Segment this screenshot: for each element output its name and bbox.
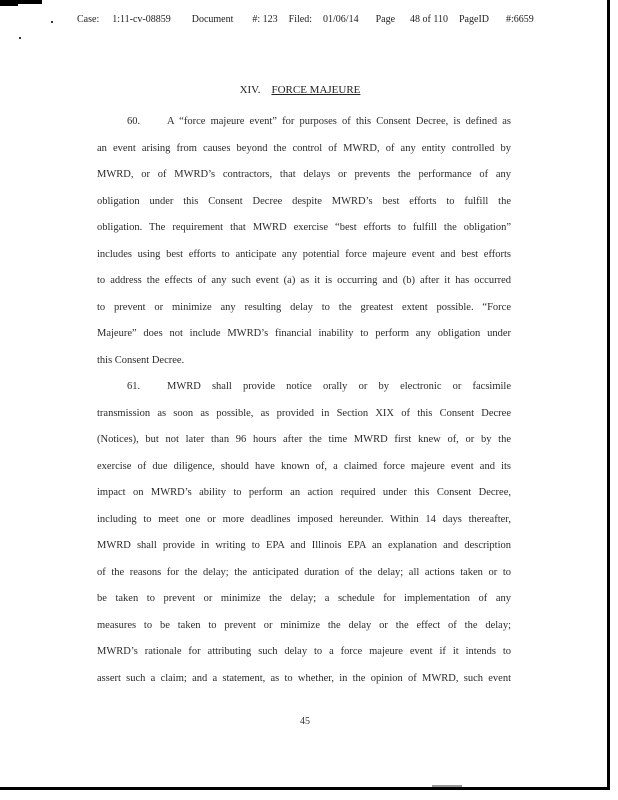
paragraph-line [97, 533, 511, 560]
paragraph-text: A “force majeure event” for purposes of this Consent Decree, is defined as [167, 116, 511, 127]
paragraph-line [97, 454, 511, 481]
header-page-of: 48 of 110 [410, 14, 448, 25]
court-filing-header [77, 14, 534, 25]
paragraph-text: measures to be taken to prevent or minimize the delay or the effect of the delay; [97, 619, 511, 631]
paragraph-text: this Consent Decree. [97, 354, 185, 366]
page-number: 45 [300, 716, 310, 727]
paragraph-text: to prevent or minimize any resulting delay to the greatest extent possible. “Force [97, 301, 511, 313]
paragraph-line [97, 242, 511, 269]
paragraph-line [97, 136, 511, 163]
scan-corner-mark-secondary [0, 4, 18, 6]
paragraph-text: obligation under this Consent Decree despite MWRD’s best efforts to fulfill the [97, 195, 511, 207]
paragraph-text: MWRD shall provide notice orally or by electronic or facsimile [167, 381, 511, 392]
paragraph-text: impact on MWRD’s ability to perform an action required under this Consent Decree, [97, 487, 511, 498]
header-filed-label: Filed: [288, 14, 313, 25]
paragraph-text: of the reasons for the delay; the anticipated duration of the delay; all actions taken or to [97, 566, 511, 578]
paragraph-line [97, 480, 511, 507]
header-case-label: Case: [77, 14, 100, 25]
header-document-label: Document [191, 14, 234, 25]
paragraph-text: Majeure” does not include MWRD’s financial inability to perform any obligation under [97, 328, 511, 339]
paragraph-line [97, 189, 511, 216]
header-filed-date: 01/06/14 [323, 14, 359, 25]
section-number: XIV. [239, 84, 261, 96]
paragraph-line [97, 215, 511, 242]
paragraph-text: exercise of due diligence, should have known of, a claimed force majeure event and its [97, 460, 511, 472]
paragraph-text: transmission as soon as possible, as provided in Section XIX of this Consent Decree [97, 407, 511, 419]
paragraph-line [97, 321, 511, 348]
scan-speck [19, 37, 21, 39]
paragraph-number: 60. [127, 116, 141, 127]
paragraph-line [97, 427, 511, 454]
header-pageid: #:6659 [506, 14, 534, 25]
header-pageid-label: PageID [459, 14, 489, 25]
paragraph-line [97, 109, 511, 136]
scan-speck [51, 21, 53, 23]
paragraph-line [97, 374, 511, 401]
paragraph-text: includes using best efforts to anticipate any potential force majeure event and best efforts [97, 248, 511, 260]
paragraph-text: MWRD, or of MWRD’s contractors, that delays or prevents the performance of any [97, 169, 511, 180]
paragraph-text: to address the effects of any such event (a) as it is occurring and (b) after it has occurred [97, 275, 511, 286]
paragraph-text: be taken to prevent or minimize the delay; a schedule for implementation of any [97, 593, 511, 604]
section-title: FORCE MAJEURE [271, 84, 361, 96]
paragraph-line [97, 613, 511, 640]
paragraph-line [97, 348, 511, 375]
paragraph-line [97, 295, 511, 322]
document-body [97, 109, 511, 692]
paragraph-text: MWRD shall provide in writing to EPA and Illinois EPA an explanation and description [97, 540, 511, 551]
paragraph-line [97, 507, 511, 534]
paragraph-text: including to meet one or more deadlines imposed hereunder. Within 14 days thereafter, [97, 513, 511, 525]
paragraph-text: (Notices), but not later than 96 hours after the time MWRD first knew of, or by the [97, 434, 511, 445]
paragraph-line [97, 666, 511, 693]
paragraph-line [97, 268, 511, 295]
paragraph-line [97, 560, 511, 587]
paragraph-line [97, 639, 511, 666]
header-case-number: 1:11-cv-08859 [112, 14, 171, 25]
paragraph-line [97, 162, 511, 189]
scan-bottom-mark [432, 785, 462, 787]
header-document-number: #: 123 [252, 14, 278, 25]
paragraph-text: MWRD’s rationale for attributing such delay to a force majeure event if it intends to [97, 646, 511, 657]
paragraph-text: obligation. The requirement that MWRD exercise “best efforts to fulfill the obligation” [97, 222, 511, 233]
paragraph-text: an event arising from causes beyond the control of MWRD, of any entity controlled by [97, 142, 511, 154]
paragraph-line [97, 586, 511, 613]
paragraph-line [97, 401, 511, 428]
paragraph-number: 61. [127, 381, 141, 392]
section-heading [0, 84, 600, 96]
header-page-label: Page [375, 14, 396, 25]
paragraph-text: assert such a claim; and a statement, as to whether, in the opinion of MWRD, such event [97, 672, 511, 684]
